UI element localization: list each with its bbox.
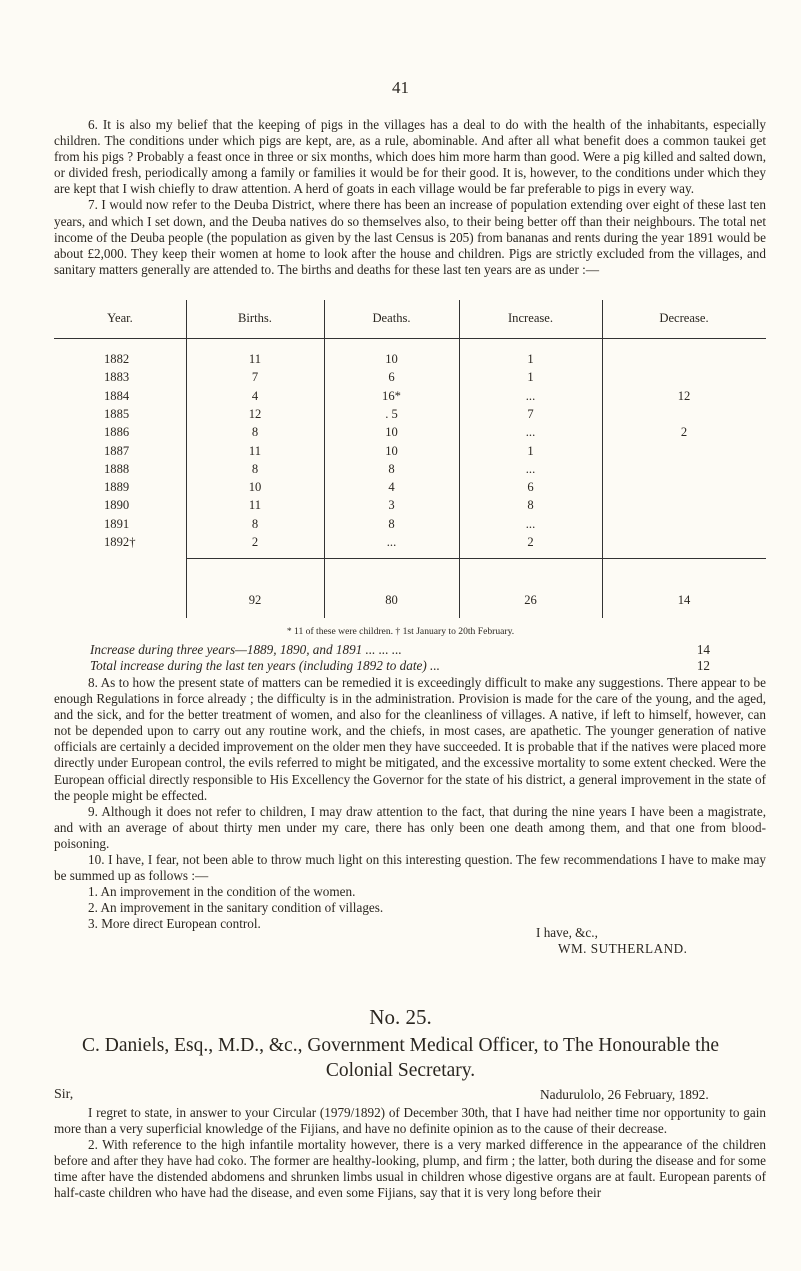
increase-line-1-label: Increase during three years—1889, 1890, and 1891 ... ... ... [90, 642, 402, 657]
increase-line-2 [90, 658, 710, 674]
table-cell-increase: 6 [527, 480, 534, 495]
paragraphs-8-10 [54, 675, 766, 933]
total-decrease: 14 [677, 593, 691, 607]
table-cell-increase: 8 [527, 498, 534, 513]
table-cell-increase: 7 [527, 406, 534, 421]
total-births: 92 [248, 593, 262, 607]
table-cell-deaths: 4 [388, 480, 395, 495]
recommendation-2: 2. An improvement in the sanitary condition of villages. [88, 900, 384, 916]
closing-formula: I have, &c., [536, 925, 598, 940]
births-deaths-table [54, 300, 766, 618]
total-increase: 26 [524, 593, 537, 607]
document-title-line-2: Colonial Secretary. [325, 1060, 476, 1081]
signature: WM. SUTHERLAND. [558, 941, 688, 956]
table-cell-increase: 1 [527, 352, 534, 366]
table-cell-deaths: 16* [382, 388, 401, 403]
table-cell-deaths: 3 [388, 498, 395, 513]
table-cell-births: 4 [251, 388, 259, 403]
table-cell-year: 1883 [104, 370, 130, 385]
table-cell-year: 1887 [104, 443, 130, 458]
table-cell-increase: 1 [527, 370, 534, 385]
table-cell-deaths: 6 [388, 370, 395, 385]
table-cell-increase: ... [525, 461, 536, 476]
table-cell-increase: 1 [527, 443, 534, 458]
document-number: No. 25. [369, 1005, 432, 1029]
table-cell-decrease: 12 [677, 388, 691, 403]
table-cell-births: 11 [248, 352, 262, 366]
table-cell-year: 1890 [104, 498, 130, 513]
header-year: Year. [107, 311, 133, 325]
table-cell-deaths: 10 [385, 425, 398, 440]
header-increase: Increase. [507, 311, 554, 325]
table-cell-deaths: . 5 [385, 406, 398, 421]
table-cell-increase: 2 [527, 535, 534, 549]
header-deaths: Deaths. [372, 311, 411, 325]
table-cell-year: 1885 [104, 406, 130, 421]
column-rule [459, 300, 460, 618]
total-deaths: 80 [385, 593, 398, 607]
table-cell-year: 1886 [104, 425, 130, 440]
column-rule [186, 300, 187, 618]
table-cell-deaths: 8 [388, 516, 395, 531]
salutation: Sir, [54, 1087, 74, 1102]
increase-line-2-value: 12 [696, 658, 710, 673]
header-births: Births. [238, 311, 272, 325]
letter-paragraph-1: I regret to state, in answer to your Circular (1979/1892) of December 30th, that I have had neither time nor opportunity to gain more than a very superficial knowledge of the Fijians, and have no definite opinion as to the cause of their decrease. [54, 1105, 766, 1137]
table-cell-births: 11 [248, 498, 262, 513]
table-cell-deaths: ... [386, 535, 397, 549]
table-cell-year: 1889 [104, 480, 130, 495]
table-cell-births: 8 [251, 461, 259, 476]
increase-line-1 [90, 642, 710, 658]
table-cell-births: 2 [251, 535, 259, 549]
header-decrease: Decrease. [659, 311, 709, 325]
total-rule [186, 558, 766, 559]
table-cell-increase: ... [525, 425, 536, 440]
table-cell-deaths: 10 [385, 443, 398, 458]
column-rule [602, 300, 603, 618]
table-cell-deaths: 10 [385, 352, 398, 366]
table-cell-year: 1891 [104, 516, 130, 531]
letter-paragraph-2: 2. With reference to the high infantile mortality however, there is a very marked difference in the appearance of the children before and after they have had coko. The former are healthy-looking, plump, and firm ; the latter, both during the disease and for some time after have the distended abdomens and shrunken limbs usual in children whose digestive organs are at fault. European parents of half-caste children who have had the disease, and even some Fijians, say that it is very long before their [54, 1137, 766, 1201]
paragraph-10: 10. I have, I fear, not been able to throw much light on this interesting question. The few recommendations I have to make may be summed up as follows :— [54, 852, 766, 884]
table-cell-decrease: 2 [680, 425, 688, 440]
document-title-line-1: C. Daniels, Esq., M.D., &c., Government Medical Officer, to The Honourable the [82, 1035, 719, 1056]
recommendation-1: 1. An improvement in the condition of the women. [88, 884, 356, 900]
table-cell-births: 10 [248, 480, 262, 495]
paragraph-9: 9. Although it does not refer to children, I may draw attention to the fact, that during the nine years I have been a magistrate, and with an average of about thirty men under my care, there has only been one death among them, and that one from blood-poisoning. [54, 803, 766, 851]
table-cell-births: 8 [251, 516, 259, 531]
paragraphs-6-7 [54, 117, 766, 278]
table-cell-births: 8 [251, 425, 259, 440]
table-cell-year: 1892† [104, 535, 136, 549]
header-rule [54, 338, 766, 339]
paragraph-7: 7. I would now refer to the Deuba District, where there has been an increase of population extending over eight of these last ten years, and which I set down, and the Deuba natives do so themselves also, to their being better off than their neighbours. The total net income of the Deuba people (the population as given by the last Census is 205) from bananas and rents during the year 1891 would be about £2,000. They keep their women at home to look after the house and children. Pigs are strictly excluded from the villages, and sanitary matters generally are attended to. The births and deaths for these last ten years are as under :— [54, 197, 766, 277]
table-cell-births: 7 [251, 370, 259, 385]
increase-line-2-label: Total increase during the last ten years (including 1892 to date) ... [90, 658, 440, 673]
column-rule [324, 300, 325, 618]
table-cell-births: 11 [248, 443, 262, 458]
place-and-date: Nadurulolo, 26 February, 1892. [540, 1087, 709, 1102]
table-cell-year: 1884 [104, 388, 130, 403]
letter-body [54, 1105, 766, 1202]
table-footnote: * 11 of these were children. † 1st January to 20th February. [286, 626, 515, 637]
table-cell-increase: ... [525, 388, 536, 403]
table-cell-year: 1882 [104, 352, 130, 366]
page-number: 41 [392, 78, 409, 97]
paragraph-8: 8. As to how the present state of matters can be remedied it is exceedingly difficult to make any suggestions. There appear to be enough Regulations in force already ; the difficulty is in the administration. Provision is made for the care of the young, and the aged, and the sick, and for the better treatment of women, and also for the cleanliness of villages. A native, if left to himself, however, can not be depended upon to carry out any routine work, and the chiefs, in most cases, are apathetic. The younger generation of native officials are certainly a decided improvement on the older men they have succeeded. It is probable that if the natives were placed more directly under European control, the evils referred to might be mitigated, and the excessive mortality to some extent checked. Were the European official directly responsible to His Excellency the Governor for the state of his district, a general improvement in the state of the people might be effected. [54, 675, 766, 803]
table-cell-increase: ... [525, 516, 536, 531]
table-cell-births: 12 [248, 406, 262, 421]
paragraph-6: 6. It is also my belief that the keeping of pigs in the villages has a deal to do with the health of the inhabitants, especially children. The conditions under which pigs are kept, are, as a rule, abominable. And after all what benefit does a common taukei get from his pigs ? Probably a feast once in three or six months, which does him more harm than good. Were a pig killed and salted down, or divided fresh, periodically among a family or families it would be for their good. It is, however, to the conditions under which they are kept that I wish chiefly to draw attention. A herd of goats in each village would be far preferable to pigs in every way. [54, 117, 766, 197]
increase-line-1-value: 14 [696, 642, 710, 657]
recommendation-3: 3. More direct European control. [88, 916, 261, 932]
table-cell-year: 1888 [104, 461, 130, 476]
table-cell-deaths: 8 [388, 461, 395, 476]
